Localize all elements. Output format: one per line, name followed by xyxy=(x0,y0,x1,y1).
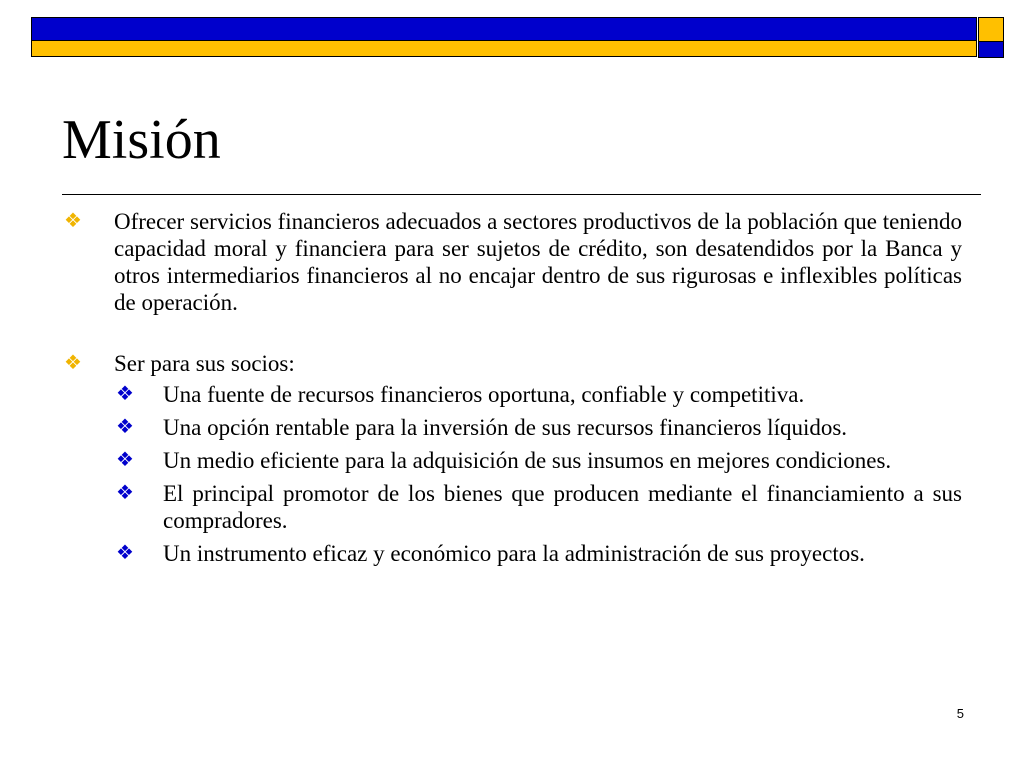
title-divider xyxy=(62,194,981,195)
banner-corner-yellow-square xyxy=(978,17,1004,42)
top-banner xyxy=(31,17,977,57)
slide-title: Misión xyxy=(62,109,221,171)
diamond-bullet-icon: ❖ xyxy=(116,542,134,564)
diamond-bullet-icon: ❖ xyxy=(64,210,82,232)
banner-corner-blue-square xyxy=(978,41,1004,58)
slide-body xyxy=(62,208,962,567)
spacer xyxy=(62,316,962,350)
sub-bullet-text: Una fuente de recursos financieros oportuna, confiable y competitiva. xyxy=(163,382,805,407)
bullet-item xyxy=(62,350,962,377)
page-number: 5 xyxy=(956,706,964,721)
sub-bullet-text: Un instrumento eficaz y económico para la administración de sus proyectos. xyxy=(163,541,865,566)
sub-bullet-item xyxy=(62,540,962,567)
diamond-bullet-icon: ❖ xyxy=(116,449,134,471)
bullet-text: Ofrecer servicios financieros adecuados a sectores productivos de la población que teniendo capacidad moral y financiera para ser sujetos de crédito, son desatendidos por la Banca y otros intermediarios financieros al no encajar dentro de sus rigurosas e inflexibles políticas de operación. xyxy=(114,209,962,315)
bullet-item xyxy=(62,208,962,316)
sub-bullet-item xyxy=(62,381,962,408)
diamond-bullet-icon: ❖ xyxy=(116,383,134,405)
diamond-bullet-icon: ❖ xyxy=(116,482,134,504)
sub-bullet-text: El principal promotor de los bienes que producen mediante el financiamiento a sus compradores. xyxy=(163,481,962,533)
sub-bullet-item xyxy=(62,447,962,474)
sub-bullet-text: Una opción rentable para la inversión de sus recursos financieros líquidos. xyxy=(163,415,848,440)
banner-blue-stripe xyxy=(32,18,976,41)
sub-bullet-item xyxy=(62,480,962,534)
sub-bullet-text: Un medio eficiente para la adquisición de sus insumos en mejores condiciones. xyxy=(163,448,892,473)
diamond-bullet-icon: ❖ xyxy=(116,416,134,438)
bullet-text: Ser para sus socios: xyxy=(114,351,295,376)
sub-bullet-item xyxy=(62,414,962,441)
diamond-bullet-icon: ❖ xyxy=(64,352,82,374)
